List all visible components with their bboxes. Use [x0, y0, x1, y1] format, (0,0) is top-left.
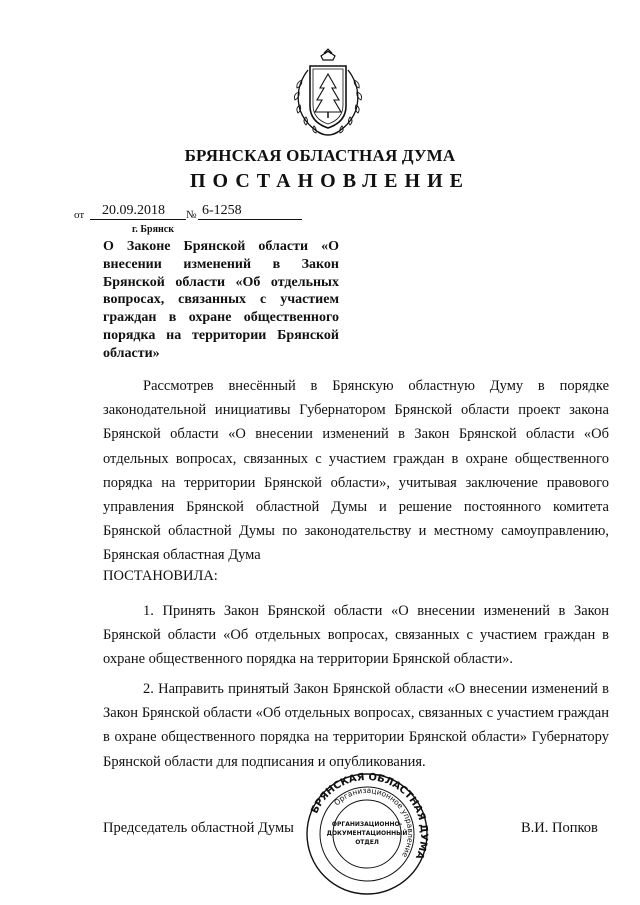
stamp-outer-text: БРЯНСКАЯ ОБЛАСТНАЯ ДУМА [309, 772, 430, 861]
decree-item-1: 1. Принять Закон Брянской области «О внесении изменений в Закон Брянской области «Об отдельных вопросах, связанных с участием граждан в охране общественного порядка на территории Брянской области». [103, 603, 609, 668]
stamp-center-line-3: ОТДЕЛ [355, 839, 379, 846]
stamp-center-line-1: ОРГАНИЗАЦИОННО- [331, 821, 403, 828]
stamp-ring-text: Организационное управление [332, 785, 416, 860]
date-prefix: от [74, 209, 85, 221]
document-date: 20.09.2018 [90, 203, 186, 220]
stamp-center-line-2: ДОКУМЕНТАЦИОННЫЙ [326, 830, 408, 837]
decree-word: ПОСТАНОВИЛА: [103, 568, 218, 584]
official-stamp [297, 772, 437, 896]
document-number: 6-1258 [198, 203, 302, 220]
document-type-title: ПОСТАНОВЛЕНИЕ [190, 170, 470, 192]
number-label: № [186, 209, 197, 221]
coat-of-arms-emblem [288, 48, 368, 140]
signatory-name: В.И. Попков [521, 820, 598, 836]
decree-item-2: 2. Направить принятый Закон Брянской области «О внесении изменений в Закон Брянской области «Об отдельных вопросах, связанных с участием граждан в охране общественного порядка на территории Брянской области» Губернатору Брянской области для подписания и опубликования. [103, 681, 609, 770]
document-reference [74, 203, 314, 223]
document-subject: О Законе Брянской области «О внесении изменений в Закон Брянской области «Об отдельных вопросах, связанных с участием граждан в охране общественного порядка на территории Брянской области» [103, 239, 339, 361]
signatory-position: Председатель областной Думы [103, 820, 294, 836]
city-label: г. Брянск [132, 224, 174, 235]
preamble-paragraph: Рассмотрев внесённый в Брянскую областную Думу в порядке законодательной инициативы Губернатором Брянской области проект закона Брянской области «О внесении изменений в Закон Брянской области «Об отдельных вопросах, связанных с участием граждан в охране общественного порядка на территории Брянской области», учитывая заключение правового управления Брянской областной Думы и решение постоянного комитета Брянской областной Думы по законодательству и местному самоуправлению, Брянская областная Дума [103, 378, 609, 564]
organization-name: БРЯНСКАЯ ОБЛАСТНАЯ ДУМА [184, 146, 456, 165]
